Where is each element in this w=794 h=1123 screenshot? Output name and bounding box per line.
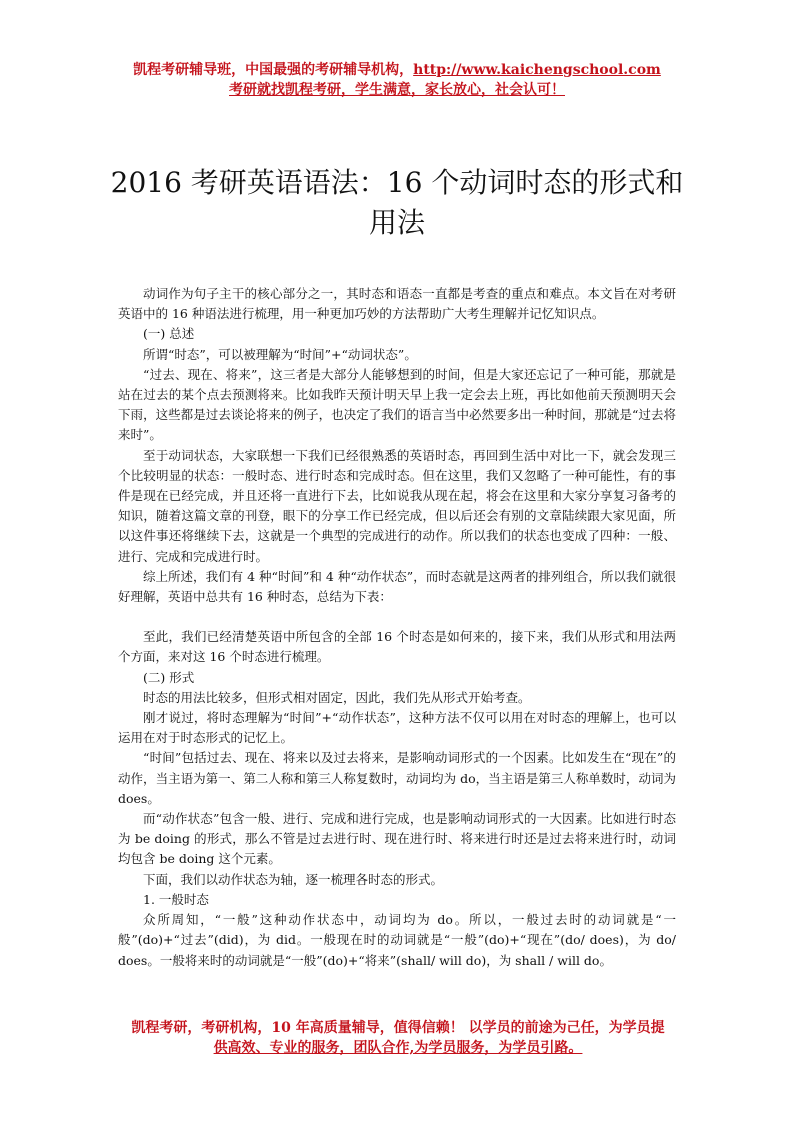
- paragraph: 时态的用法比较多，但形式相对固定，因此，我们先从形式开始考查。: [143, 689, 531, 705]
- footer-line-1: 凯程考研，考研机构，10 年高质量辅导，值得信赖！ 以学员的前途为己任，为学员提: [131, 1020, 665, 1036]
- header-line-1: [0, 60, 794, 80]
- paragraph: 刚才说过，将时态理解为“时间”+“动作状态”，这种方法不仅可以用在对时态的理解上，也可以运用在对于时态形式的记忆上。: [118, 710, 676, 746]
- paragraph: 综上所述，我们有 4 种“时间”和 4 种“动作状态”，而时态就是这两者的排列组合，所以我们就很好理解，英语中总共有 16 种时态，总结为下表：: [118, 568, 676, 605]
- document-title: 2016 考研英语语法：16 个动词时态的形式和用法: [110, 166, 684, 239]
- paragraph: 而“动作状态”包含一般、进行、完成和进行完成，也是影响动词形式的一大因素。比如进行时态为 be doing 的形式，那么不管是过去进行时、现在进行时、将来进行时还是过去将来进行时，动词均包含 be doing 这个元素。: [118, 811, 676, 867]
- page-footer: [118, 1018, 678, 1058]
- header-url-link[interactable]: http://www.kaichengschool.com: [413, 62, 661, 78]
- section-heading-overview: (一) 总述: [143, 326, 195, 342]
- paragraph: 至此，我们已经清楚英语中所包含的全部 16 个时态是如何来的，接下来，我们从形式和用法两个方面，来对这 16 个时态进行梳理。: [118, 629, 676, 665]
- footer-line-2: 供高效、专业的服务，团队合作,为学员服务，为学员引路。: [213, 1040, 583, 1056]
- paragraph-intro: 动词作为句子主干的核心部分之一，其时态和语态一直都是考查的重点和难点。本文旨在对考研英语中的 16 种语法进行梳理，用一种更加巧妙的方法帮助广大考生理解并记忆知识点。: [118, 286, 676, 322]
- section-heading-form: (二) 形式: [143, 669, 195, 685]
- page-header: [0, 60, 794, 100]
- header-slogan: 凯程考研辅导班，中国最强的考研辅导机构，: [133, 62, 414, 78]
- table-placeholder-gap: [118, 607, 676, 627]
- header-line-2: 考研就找凯程考研，学生满意，家长放心，社会认可！: [229, 82, 565, 98]
- subsection-heading-simple-tense: 1. 一般时态: [143, 891, 209, 907]
- paragraph: 所谓“时态”，可以被理解为“时间”+“动词状态”。: [143, 346, 417, 362]
- document-body: [118, 284, 676, 971]
- paragraph: 至于动词状态，大家联想一下我们已经很熟悉的英语时态，再回到生活中对比一下，就会发现三个比较明显的状态：一般时态、进行时态和完成时态。但在这里，我们又忽略了一种可能性，有的事件是现在已经完成，并且还将一直进行下去，比如说我从现在起，将会在这里和大家分享复习备考的知识，随着这篇文章的刊登，眼下的分享工作已经完成，但以后还会有别的文章陆续跟大家见面，所以这件事还将继续下去，这就是一个典型的完成进行的动作。所以我们的状态也变成了四种：一般、进行、完成和完成进行时。: [118, 447, 676, 564]
- paragraph: “过去、现在、将来”，这三者是大部分人能够想到的时间，但是大家还忘记了一种可能，那就是站在过去的某个点去预测将来。比如我昨天预计明天早上我一定会去上班，再比如他前天预测明天会下雨，这些都是过去谈论将来的例子，也决定了我们的语言当中必然要多出一种时间，那就是“过去将来时”。: [118, 366, 676, 443]
- paragraph: 众所周知，“一般”这种动作状态中，动词均为 do。所以，一般过去时的动词就是“一般”(do)+“过去”(did)，为 did。一般现在时的动词就是“一般”(do)+“现在”(do/ does)，为 do/ does。一般将来时的动词就是“一般”(do)+“将来”(shall/ will do)，为 shall / will do。: [118, 912, 676, 968]
- paragraph: 下面，我们以动作状态为轴，逐一梳理各时态的形式。: [143, 871, 444, 887]
- paragraph: “时间”包括过去、现在、将来以及过去将来，是影响动词形式的一个因素。比如发生在“现在”的动作，当主语为第一、第二人称和第三人称复数时，动词均为 do，当主语是第三人称单数时，动词为 does。: [118, 750, 676, 806]
